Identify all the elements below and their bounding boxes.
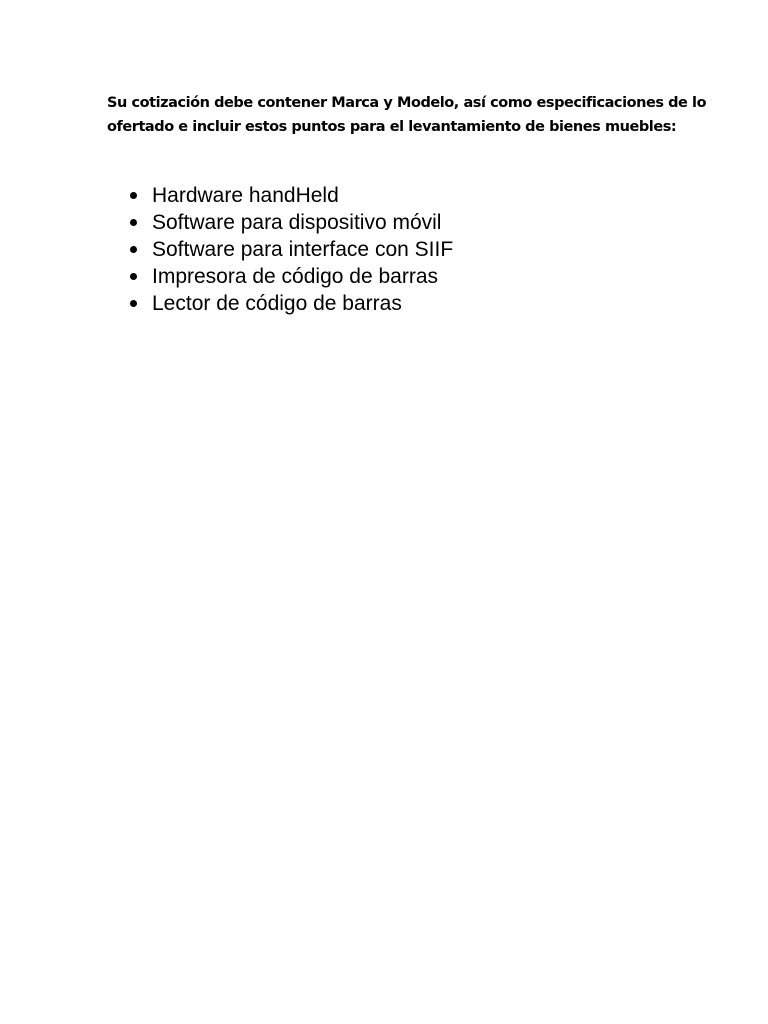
bullet-icon [130, 300, 137, 307]
list-item [128, 290, 453, 317]
requirements-list [128, 182, 453, 317]
intro-paragraph: Su cotización debe contener Marca y Modelo, así como especificaciones de lo ofertado e incluir estos puntos para el levantamiento de bienes muebles: [107, 95, 707, 135]
list-item-text: Software para interface con SIIF [152, 238, 454, 261]
list-item [128, 263, 453, 290]
list-item [128, 236, 453, 263]
list-item-text: Impresora de código de barras [152, 265, 438, 288]
bullet-icon [130, 219, 137, 226]
bullet-icon [130, 273, 137, 280]
bullet-icon [130, 246, 137, 253]
bullet-icon [130, 192, 137, 199]
list-item-text: Hardware handHeld [152, 184, 339, 207]
list-item-text: Software para dispositivo móvil [152, 211, 442, 234]
list-item [128, 182, 453, 209]
list-item-text: Lector de código de barras [152, 292, 402, 315]
list-item [128, 209, 453, 236]
